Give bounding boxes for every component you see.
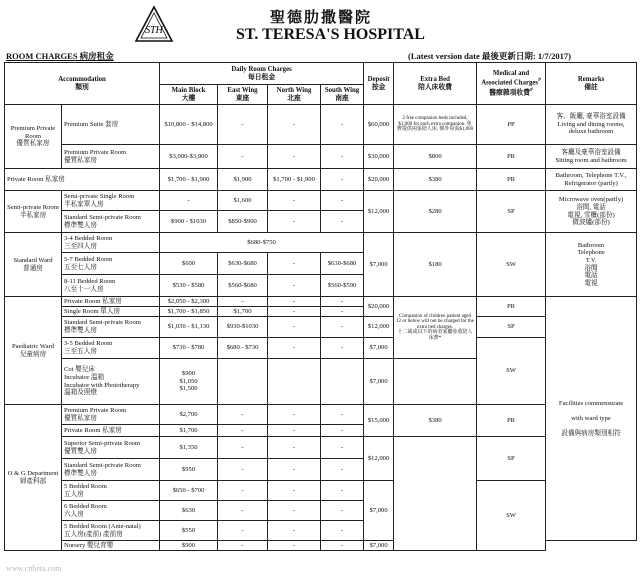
room-type-cell: Semi-private Single Room 半私家單人房 bbox=[62, 191, 160, 211]
east-price-cell: - bbox=[218, 145, 268, 169]
room-type-cell: Nursery 嬰兒育嬰 bbox=[62, 541, 160, 551]
main-price-cell: $1,700 - $1,900 bbox=[160, 169, 218, 191]
south-price-cell: - bbox=[321, 145, 364, 169]
south-price-cell: - bbox=[321, 521, 364, 541]
east-price-cell: $1,600 bbox=[218, 191, 268, 211]
table-row bbox=[5, 191, 637, 211]
main-price-cell: $530 - $580 bbox=[160, 275, 218, 297]
facilities-remarks-cell: Facilities commensurate with ward type 設備與病房類別相符 bbox=[546, 297, 637, 541]
east-price-cell: $930-$1030 bbox=[218, 317, 268, 338]
deposit-cell: $30,000 bbox=[364, 145, 394, 169]
south-price-cell: - bbox=[321, 459, 364, 481]
room-type-cell: Premium Private Room 優質私家房 bbox=[62, 145, 160, 169]
south-price-cell: - bbox=[321, 405, 364, 425]
table-row bbox=[5, 338, 637, 359]
east-price-cell: $1,900 bbox=[218, 169, 268, 191]
hospital-name-cn: 聖德肋撒醫院 bbox=[270, 10, 373, 26]
extra-bed-note-cell: Companion of children patient aged 12 or below will not be charged for the extra bed charges. 十二歲或以下的病者家屬免收陪人床費* bbox=[394, 297, 477, 359]
accommodation-header: Accommodation 類別 bbox=[5, 63, 160, 105]
south-price-cell: - bbox=[321, 501, 364, 521]
main-price-cell: $650 - $700 bbox=[160, 481, 218, 501]
room-type-cell: 5 Bedded Room 五人房 bbox=[62, 481, 160, 501]
room-type-cell: Standard Semi-private Room 標準雙人房 bbox=[62, 211, 160, 233]
medical-cell: PR bbox=[477, 169, 546, 191]
south-price-cell: - bbox=[321, 105, 364, 145]
cot-room-cell: Cot 嬰兒床 Incubator 温箱 Incubator with Phototherapy 溫箱及照燈 bbox=[62, 359, 160, 405]
south-price-cell: - bbox=[321, 425, 364, 437]
cot-price-cell: $900 $1,050 $1,500 bbox=[160, 359, 218, 405]
deposit-cell: $12,000 bbox=[364, 437, 394, 481]
deposit-cell: $15,000 bbox=[364, 405, 394, 437]
south-price-cell: - bbox=[321, 307, 364, 317]
east-price-cell: - bbox=[218, 481, 268, 501]
room-type-cell: 5-7 Bedded Room 五至七人房 bbox=[62, 253, 160, 275]
medical-cell: PR bbox=[477, 405, 546, 437]
east-price-cell: - bbox=[218, 105, 268, 145]
deposit-cell: $7,000 bbox=[364, 233, 394, 297]
medical-cell: SW bbox=[477, 338, 546, 405]
south-price-cell: - bbox=[321, 437, 364, 459]
medical-cell: SW bbox=[477, 233, 546, 297]
south-price-cell: - bbox=[321, 317, 364, 338]
north-price-cell: - bbox=[268, 191, 321, 211]
north-price-cell: - bbox=[268, 145, 321, 169]
east-price-cell: - bbox=[218, 297, 268, 307]
deposit-cell: $7,000 bbox=[364, 359, 394, 405]
south-wing-header: South Wing 南座 bbox=[321, 85, 364, 105]
medical-cell: SP bbox=[477, 317, 546, 338]
main-price-cell: $550 bbox=[160, 521, 218, 541]
table-row bbox=[5, 405, 637, 425]
south-price-cell: - bbox=[321, 191, 364, 211]
room-type-cell: 3-4 Bedded Room 三至四人房 bbox=[62, 233, 160, 253]
deposit-cell: $7,000 bbox=[364, 338, 394, 359]
medical-cell: SP bbox=[477, 437, 546, 481]
south-price-cell bbox=[321, 359, 364, 405]
hospital-name-en: ST. TERESA'S HOSPITAL bbox=[236, 26, 425, 43]
main-block-header: Main Block 大樓 bbox=[160, 85, 218, 105]
north-wing-header: North Wing 北座 bbox=[268, 85, 321, 105]
premium-category-cell: Premium Private Room 優質私家房 bbox=[5, 105, 62, 169]
east-price-cell: $850-$900 bbox=[218, 211, 268, 233]
north-price-cell: - bbox=[268, 211, 321, 233]
medical-cell: PR bbox=[477, 145, 546, 169]
table-row bbox=[5, 297, 637, 307]
south-price-cell: - bbox=[321, 297, 364, 307]
main-price-cell: $900 - $1030 bbox=[160, 211, 218, 233]
east-price-cell: - bbox=[218, 437, 268, 459]
north-price-cell: - bbox=[268, 501, 321, 521]
east-price-cell: - bbox=[218, 541, 268, 551]
room-type-cell: Private Room 私家房 bbox=[62, 297, 160, 307]
north-price-cell: - bbox=[268, 275, 321, 297]
main-price-cell: $10,800 - $14,800 bbox=[160, 105, 218, 145]
north-price-cell: - bbox=[268, 317, 321, 338]
watermark: www.cnbeta.com bbox=[6, 564, 62, 573]
east-price-cell bbox=[218, 359, 268, 405]
south-price-cell: - bbox=[321, 338, 364, 359]
remarks-header: Remarks 備註 bbox=[546, 63, 637, 105]
east-price-cell: $1,700 bbox=[218, 307, 268, 317]
room-type-cell: 8-11 Bedded Room 八至十一人房 bbox=[62, 275, 160, 297]
table-row bbox=[5, 317, 637, 338]
daily-room-charges-header: Daily Room Charges 每日租金 bbox=[160, 63, 364, 85]
remarks-cell: 客廳及豪華浴室設備 Sitting room and bathroom bbox=[546, 145, 637, 169]
extra-bed-header: Extra Bed 陪人床收費 bbox=[394, 63, 477, 105]
table-row bbox=[5, 105, 637, 145]
extra-bed-cell: $380 bbox=[394, 169, 477, 191]
north-price-cell: - bbox=[268, 459, 321, 481]
merged-price-cell: $680-$750 bbox=[160, 233, 364, 253]
east-price-cell: - bbox=[218, 425, 268, 437]
east-price-cell: - bbox=[218, 501, 268, 521]
east-price-cell: - bbox=[218, 459, 268, 481]
room-type-cell: 6 Bedded Room 六人房 bbox=[62, 501, 160, 521]
east-price-cell: $560-$680 bbox=[218, 275, 268, 297]
remarks-cell: Bathroom Telephone T.V. 浴間 電話 電視 bbox=[546, 233, 637, 297]
extra-bed-cell: $180 bbox=[394, 233, 477, 297]
private-room-category-cell: Private Room 私家房 bbox=[5, 169, 160, 191]
extra-bed-cell: $380 bbox=[394, 405, 477, 437]
deposit-cell: $12,000 bbox=[364, 317, 394, 338]
east-wing-header: East Wing 東座 bbox=[218, 85, 268, 105]
main-price-cell: $900 bbox=[160, 541, 218, 551]
main-price-cell: $600 bbox=[160, 253, 218, 275]
svg-text:STH: STH bbox=[145, 25, 163, 36]
og-category-cell: O & G Department 婦產科部 bbox=[5, 405, 62, 551]
remarks-cell: 客、飯廳, 豪華浴室設備 Living and dining rooms, deluxe bathroom bbox=[546, 105, 637, 145]
main-price-cell: $730 - $780 bbox=[160, 338, 218, 359]
south-price-cell: $630-$680 bbox=[321, 253, 364, 275]
extra-bed-cell: $800 bbox=[394, 145, 477, 169]
medical-cell: PP bbox=[477, 105, 546, 145]
hospital-logo-icon bbox=[134, 5, 174, 43]
south-price-cell: - bbox=[321, 169, 364, 191]
deposit-cell: $20,000 bbox=[364, 169, 394, 191]
medical-cell: SP bbox=[477, 191, 546, 233]
table-row bbox=[5, 169, 637, 191]
room-type-cell: Premium Private Room 優質私家房 bbox=[62, 405, 160, 425]
table-row bbox=[5, 481, 637, 501]
room-type-cell: Premium Suite 套房 bbox=[62, 105, 160, 145]
north-price-cell bbox=[268, 359, 321, 405]
deposit-cell: $7,000 bbox=[364, 481, 394, 541]
table-row bbox=[5, 233, 637, 253]
extra-bed-cell: 2 free companion beds included, $1,000 for each extra companion. 免費提供兩張陪人床, 額外每張$1,000 bbox=[394, 105, 477, 145]
room-type-cell: Single Room 單人房 bbox=[62, 307, 160, 317]
subheader bbox=[6, 50, 634, 62]
north-price-cell: - bbox=[268, 405, 321, 425]
east-price-cell: $630-$680 bbox=[218, 253, 268, 275]
main-price-cell: $2,700 bbox=[160, 405, 218, 425]
north-price-cell: - bbox=[268, 297, 321, 307]
east-price-cell: $680 - $730 bbox=[218, 338, 268, 359]
north-price-cell: - bbox=[268, 425, 321, 437]
main-price-cell: $1,030 - $1,130 bbox=[160, 317, 218, 338]
medical-cell: SW bbox=[477, 481, 546, 551]
medical-cell: PR bbox=[477, 297, 546, 317]
main-price-cell: $950 bbox=[160, 459, 218, 481]
east-price-cell: - bbox=[218, 521, 268, 541]
room-type-cell: Superior Semi-private Room 優質雙人房 bbox=[62, 437, 160, 459]
room-type-cell: Standard Semi-private Room 標準雙人房 bbox=[62, 459, 160, 481]
room-type-cell: Standard Semi-private Room 標準雙人房 bbox=[62, 317, 160, 338]
paediatric-category-cell: Paediatric Ward 兒童病房 bbox=[5, 297, 62, 405]
main-price-cell: $1,700 - $1,850 bbox=[160, 307, 218, 317]
main-price-cell: $1,350 bbox=[160, 437, 218, 459]
north-price-cell: $1,700 - $1,900 bbox=[268, 169, 321, 191]
south-price-cell: $560-$590 bbox=[321, 275, 364, 297]
main-price-cell: $630 bbox=[160, 501, 218, 521]
room-charges-table bbox=[4, 62, 637, 551]
table-row bbox=[5, 145, 637, 169]
north-price-cell: - bbox=[268, 541, 321, 551]
south-price-cell: - bbox=[321, 541, 364, 551]
main-price-cell: $3,000-$3,900 bbox=[160, 145, 218, 169]
medical-charges-header: Medical and Associated Charges# 醫療雜項收費# bbox=[477, 63, 546, 105]
main-price-cell: - bbox=[160, 191, 218, 211]
deposit-cell: $60,000 bbox=[364, 105, 394, 145]
remarks-cell: Bathroom, Telephone T.V., Refrigerator (partly) bbox=[546, 169, 637, 191]
main-price-cell: $1,700 bbox=[160, 425, 218, 437]
room-type-cell: Private Room 私家房 bbox=[62, 425, 160, 437]
semi-private-category-cell: Semi-private Room 半私家房 bbox=[5, 191, 62, 233]
latest-version-date: (Latest version date 最後更新日期: 1/7/2017) bbox=[408, 51, 571, 61]
south-price-cell: - bbox=[321, 481, 364, 501]
deposit-cell: $12,000 bbox=[364, 191, 394, 233]
table-row bbox=[5, 437, 637, 459]
room-type-cell: 5 Bedded Room (Ante-natal) 五人房(產前) 產前房 bbox=[62, 521, 160, 541]
remarks-cell: Microwave oven(partly) 浴間, 電話 電視, 雪櫃(部份) 微波爐(部份) bbox=[546, 191, 637, 233]
south-price-cell: - bbox=[321, 211, 364, 233]
deposit-header: Deposit 按金 bbox=[364, 63, 394, 105]
east-price-cell: - bbox=[218, 405, 268, 425]
extra-bed-cell: $280 bbox=[394, 191, 477, 233]
extra-bed-cell bbox=[394, 437, 477, 551]
north-price-cell: - bbox=[268, 105, 321, 145]
north-price-cell: - bbox=[268, 307, 321, 317]
deposit-cell: $7,000 bbox=[364, 541, 394, 551]
deposit-cell: $20,000 bbox=[364, 297, 394, 317]
north-price-cell: - bbox=[268, 481, 321, 501]
section-title: ROOM CHARGES 病房租金 bbox=[6, 51, 114, 61]
standard-ward-category-cell: Standard Ward 普通房 bbox=[5, 233, 62, 297]
north-price-cell: - bbox=[268, 521, 321, 541]
north-price-cell: - bbox=[268, 437, 321, 459]
extra-bed-cell bbox=[394, 359, 477, 405]
document-header bbox=[0, 0, 640, 48]
main-price-cell: $2,050 - $2,300 bbox=[160, 297, 218, 307]
north-price-cell: - bbox=[268, 253, 321, 275]
room-type-cell: 3-5 Bedded Room 三至五人房 bbox=[62, 338, 160, 359]
north-price-cell: - bbox=[268, 338, 321, 359]
